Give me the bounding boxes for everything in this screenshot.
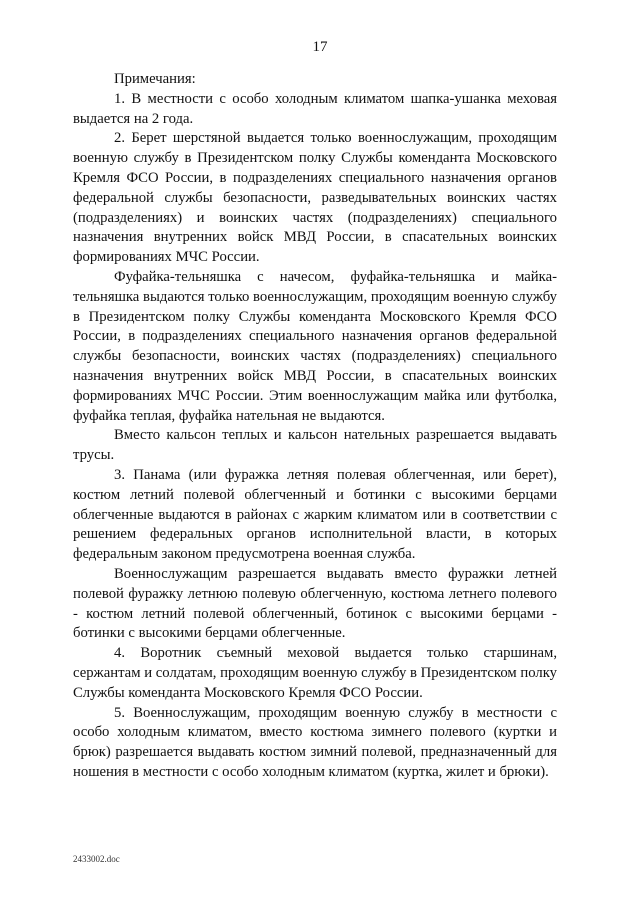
note-paragraph-3: Фуфайка-тельняшка с начесом, фуфайка-тельняшка и майка-тельняшка выдаются только военнослужащим, проходящим военную службу в Президентском полку Службы коменданта Московского Кремля ФСО России, в подразделениях специального назначения органов федеральной службы безопасности, воинских частях (подразделениях) специального назначения внутренних войск МВД России, в спасательных воинских формированиях МЧС России. Этим военнослужащим майка или футболка, фуфайка теплая, фуфайка нательная не выдаются. [73, 268, 557, 424]
notes-body [73, 70, 557, 783]
note-paragraph-1: 1. В местности с особо холодным климатом шапка-ушанка меховая выдается на 2 года. [73, 90, 557, 127]
page-number: 17 [312, 39, 328, 55]
notes-heading: Примечания: [114, 71, 196, 87]
note-paragraph-7: 4. Воротник съемный меховой выдается только старшинам, сержантам и солдатам, проходящим военную службу в Президентском полку Службы коменданта Московского Кремля ФСО России. [73, 645, 557, 701]
note-paragraph-4: Вместо кальсон теплых и кальсон нательных разрешается выдавать трусы. [73, 427, 557, 464]
note-paragraph-6: Военнослужащим разрешается выдавать вместо фуражки летней полевой фуражку летнюю полевую облегченную, костюма летнего полевого - костюм летний полевой облегченный, ботинок с высокими берцами - ботинки с высокими берцами облегченные. [73, 565, 557, 642]
file-name-footer: 2433002.doc [73, 854, 120, 864]
note-paragraph-5: 3. Панама (или фуражка летняя полевая облегченная, или берет), костюм летний полевой облегченный и ботинки с высокими берцами облегченные выдаются в районах с жарким климатом или в соответствии с решением федеральных органов исполнительной власти, в которых федеральным законом предусмотрена военная служба. [73, 466, 557, 563]
note-paragraph-8: 5. Военнослужащим, проходящим военную службу в местности с особо холодным климатом, вместо костюма зимнего полевого (куртки и брюк) разрешается выдавать костюм зимний полевой, предназначенный для ношения в местности с особо холодным климатом (куртка, жилет и брюки). [73, 704, 557, 780]
note-paragraph-2: 2. Берет шерстяной выдается только военнослужащим, проходящим военную службу в Президентском полку Службы коменданта Московского Кремля ФСО России, в подразделениях специального назначения органов федеральной службы безопасности, разведывательных воинских частях (подразделениях) и воинских частях (подразделениях) специального назначения внутренних войск МВД России, в спасательных воинских формированиях МЧС России. [73, 130, 557, 266]
